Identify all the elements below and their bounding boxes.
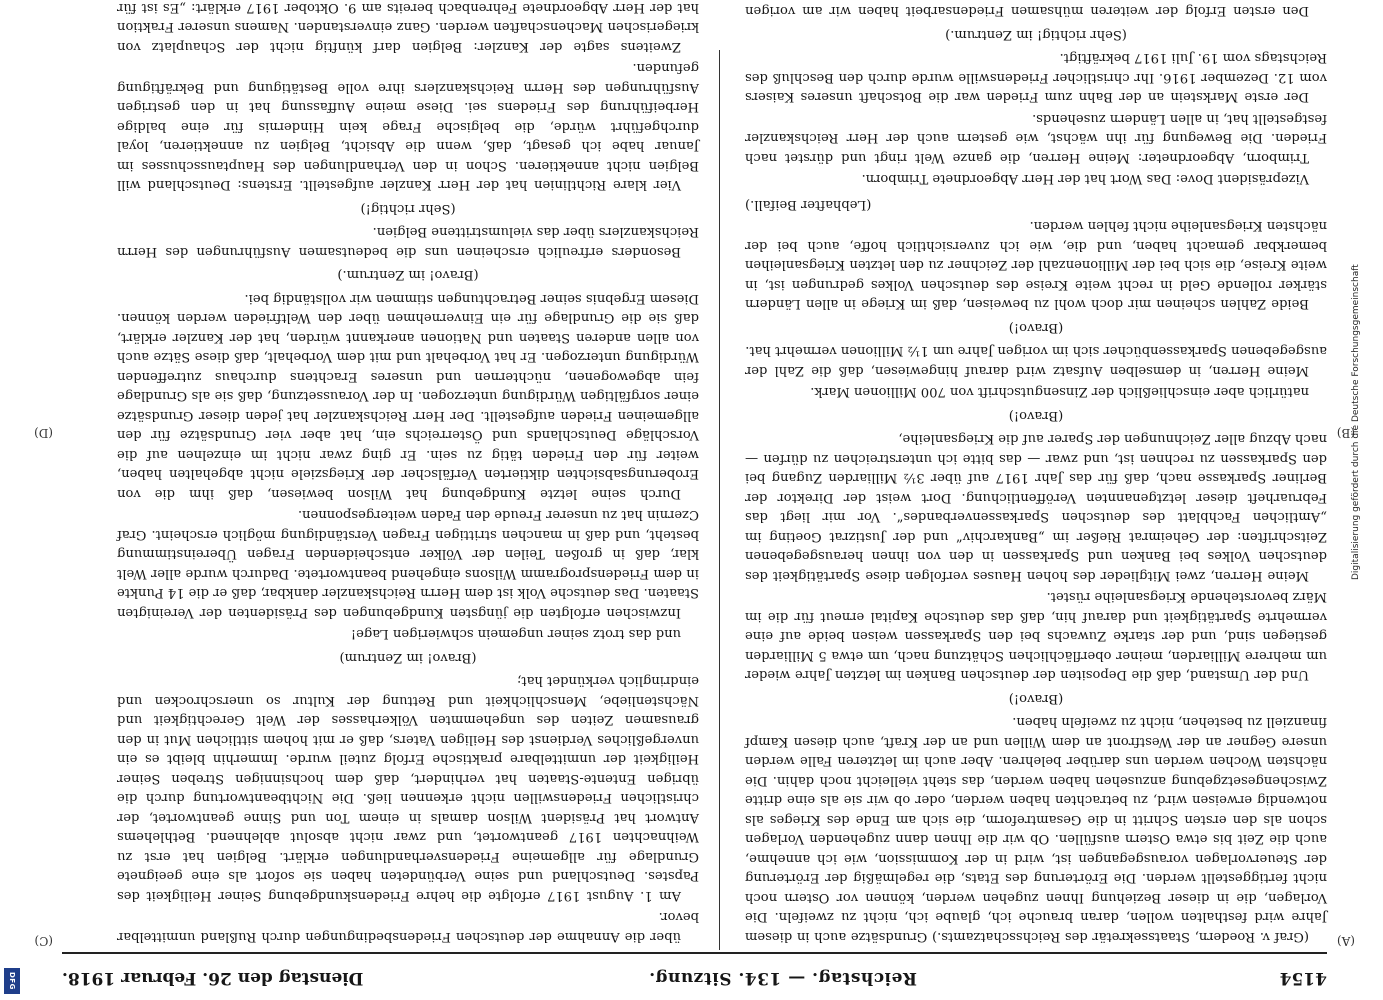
column-divider bbox=[719, 50, 720, 950]
page-number: 4154 bbox=[1279, 968, 1327, 988]
applause-note: (Bravo!) bbox=[1008, 691, 1064, 706]
paragraph: Meine Herren, in demselben Aufsatz wird darauf hingewiesen, daß die Zahl der ausgegebenen Sparkassenbücher sich im vorigen Jahre um 1½ Millionen vermehrt hat. bbox=[745, 343, 1327, 378]
header-date: Dienstag den 26. Februar 1918. bbox=[62, 968, 364, 988]
paragraph: Durch seine letzte Kundgebung hat Wilson bewiesen, daß ihm die von Eroberungsabsichten diktierten Verfälscher der Kriegsziele nicht abgehalten haben, weiter für den Frieden tätig zu sein. Er ging zwar nicht im einzelnen auf die Vorschläge Deutschlands und Österreichs ein, hat aber vier Grundsätze für den allgemeinen Frieden aufgestellt. Der Herr Reichskanzler hat jeden dieser Grundsätze einer sorgfältigen Würdigung unterzogen. In der Voraussetzung, daß sie als Grundlage fein abgewogenen, nüchternen und unseres Erachtens durchaus zutreffenden Würdigung unterzogen. Er hat Vorbehalt und mit dem Vorbehalt, daß diese Sätze auch von allen anderen Staaten und Nationen anerkannt würden, hat der Kanzler erklärt, daß sie die Grundlage für ein Einvernehmen über den Weltfrieden werden können. Diesem Ergebnis seiner Betrachtungen stimmen wir vollständig bei. bbox=[117, 291, 699, 501]
dfg-logo: DFG bbox=[4, 968, 20, 994]
paragraph: Zweitens sagte der Kanzler: Belgien darf künftig nicht der Schauplatz von kriegerischen Machenschaften werden. Ganz einverstanden. Namens unserer Fraktion hat der Herr Abgeordnete Fehrenbach bereits am 9. Oktober 1917 erklärt: „Es ist für bbox=[117, 0, 699, 54]
paragraph: (Graf v. Roedern, Staatssekretär des Reichsschatzamts.) Grundsätze auch in diesem Jahre wird festhalten wollen, daran brauche ich, glaube ich, nicht zu zweifeln. Die Vorlagen, die in dieser Beziehung Ihnen zugehen werden, können vor Ostern noch nicht fertiggestellt werden. Die Erörterung des Etats, die regelmäßig der Erörterung der Steuervorlagen vorausgegangen ist, wird in der Kommission, wie ich annehme, auch die Zeit bis etwa Ostern ausfüllen. Ob wir die Ihnen dann zugehenden Vorlagen schon als den ersten Schritt in die Gesamtreform, die sich am Ende des Krieges als notwendig erweisen wird, zu betrachten haben werden, oder ob wir sie als eine dritte Zwischengesetzgebung anzusehen haben werden, das steht vielleicht noch dahin. Die nächsten Wochen werden uns darüber belehren. Aber auch im letzteren Falle werden unsere Gegner an der Westfront an dem Willen und an der Kraft, auch diesen Kampf finanziell zu bestehen, nicht zu zweifeln haben. bbox=[745, 714, 1327, 944]
applause-note: (Bravo! im Zentrum.) bbox=[337, 267, 479, 283]
header-rule bbox=[62, 952, 1327, 954]
paragraph: über die Annahme der deutschen Friedensbedingungen durch Rußland unmittelbar bevor. bbox=[117, 909, 699, 944]
paragraph: Inzwischen erfolgten die jüngsten Kundgebungen des Präsidenten der Vereinigten Staaten. Das deutsche Volk ist dem Herrn Reichskanzler dankbar, daß er die 14 Punkte in dem Friedensprogramm Wilsons eingehend beantwortete. Dadurch wurde aller Welt klar, daß in großen Teilen der Völker entscheidenden Fragen Übereinstimmung besteht, und daß in manchen strittigen Fragen Verständigung möglich erscheint. Graf Czernin hat zu unserer Freude den Faden weitergesponnen. bbox=[117, 507, 699, 620]
marginal-letter-d: (D) bbox=[34, 426, 53, 440]
applause-note: (Sehr richtig!) bbox=[360, 201, 456, 216]
paragraph: Beide Zahlen scheinen mir doch wohl zu beweisen, daß im Kriege in allen Ländern stärker rollende Geld in recht weite Kreise des deutschen Volkes gedrungen ist, in weite Kreise, die sich bei der Millionenzahl der Zeichner zu den letzten Kriegsanleihen bemerkbar gemacht haben, und die, wie ich zuversichtlich hoffe, auch bei der nächsten Kriegsanleihe nicht fehlen werden. bbox=[745, 218, 1327, 312]
applause-note: (Bravo!) bbox=[1008, 408, 1064, 423]
applause-note: (Lebhafter Beifall.) bbox=[745, 197, 872, 212]
paragraph: Vier klare Richtlinien hat der Herr Kanzler aufgestellt. Erstens: Deutschland will Belgien nicht annektieren. Schon in den Verhandlungen des Hauptausschusses im Januar habe ich gesagt, daß, wenn die Absicht, Belgien zu annektieren, loyal durchgeführt würde, die belgische Frage kein Hindernis für eine baldige Herbeiführung des Friedens sei. Diese meine Auffassung hat in den gestrigen Ausführungen des Herrn Reichskanzlers ihre volle Bestätigung und Bekräftigung gefunden. bbox=[117, 60, 699, 193]
right-text-column bbox=[117, 0, 699, 946]
paragraph: Und der Umstand, daß die Depositen der deutschen Banken im letzten Jahre wieder um mehrere Milliarden, meiner oberflächlichen Schätzung nach, um etwa 5 Milliarden gestiegen sind, und der starke Zuwachs bei den Sparkassen weisen beide auf eine vermehrte Spartätigkeit und darauf hin, daß das deutsche Kapital erneut für die im März bevorstehende Kriegsanleihe rüstet. bbox=[745, 589, 1327, 683]
applause-note: (Bravo! im Zentrum) bbox=[339, 650, 477, 665]
digitization-credit: Digitalisierung gefördert durch die Deutsche Forschungsgemeinschaft bbox=[1351, 264, 1361, 580]
marginal-letter-a: (A) bbox=[1336, 934, 1355, 948]
paragraph: Meine Herren, zwei Mitglieder des hohen Hauses verfolgen diese Spartätigkeit des deutschen Volkes bei Banken und Sparkassen in den von ihnen herausgegebenen Zeitschriften: der Geheimrat Rießer im „Bankarchiv“ und der Justizrat Goeting im „Amtlichen Fachblatt des deutschen Sparkassenverbandes“. Vor mir liegt das Februarheft dieser letztgenannten Veröffentlichung. Dort weist der Direktor der Berliner Sparkasse nach, daß für das Jahr 1917 auf über 3½ Milliarden Zugang bei den Sparkassen zu rechnen ist, und zwar — das bitte ich unterstreichen zu dürfen — nach Abzug aller Zeichnungen der Sparer auf die Kriegsanleihe, bbox=[745, 431, 1327, 583]
paragraph: und das trotz seiner ungemein schwierigen Lage! bbox=[350, 626, 681, 642]
paragraph: Am 1. August 1917 erfolgte die hehre Friedenskundgebung Seiner Heiligkeit des Papstes. Deutschland und seine Verbündeten haben sie sofort als eine geeignete Grundlage für allgemeine Friedensverhandlungen erklärt. Belgien hat erst zu Weihnachten 1917 geantwortet, und zwar nicht absolut ablehnend. Bethlehems Antwort hat Präsident Wilson damals in einem Ton und Sinne geantwortet, der christlichen Friedenswillen nicht erkennen ließ. Die Nichtbeantwortung durch die übrigen Entente-Staaten hat verhindert, daß dem hochsinnigen Streben Seiner Heiligkeit der unmittelbare praktische Erfolg zuteil wurde. Immerhin bleibt es ein unvergeßliches Verdienst des Heiligen Vaters, daß er mit hohem sittlichen Mut in den grausamen Zeiten des ungehemmten Völkerhasses der Welt Gerechtigkeit und Nächstenliebe, Menschlichkeit und Rettung der Kultur so unerschrocken und eindringlich verkündet hat; bbox=[117, 673, 699, 903]
paragraph: Trimborn, Abgeordneter: Meine Herren, die ganze Welt ringt und dürstet nach Frieden. Die Bewegung für ihn wächst, wie gestern auch der Herr Reichskanzler festgestellt hat, in allen Ländern zusehends. bbox=[745, 111, 1327, 165]
header-title: Reichstag. — 134. Sitzung. bbox=[648, 968, 917, 988]
applause-note: (Bravo!) bbox=[1008, 320, 1064, 335]
paragraph: Den ersten Erfolg der weiteren mühsamen Friedensarbeit haben wir am vorigen bbox=[745, 3, 1309, 19]
marginal-letter-c: (C) bbox=[34, 934, 53, 948]
speaker-announcement: Vizepräsident Dove: Das Wort hat der Herr Abgeordnete Trimborn. bbox=[861, 171, 1309, 187]
paragraph: natürlich aber einschließlich der Zinsengutschrift von 700 Millionen Mark. bbox=[810, 384, 1309, 400]
page-header bbox=[62, 960, 1327, 988]
paragraph: Der erste Markstein an der Bahn zum Frieden war die Botschaft unseres Kaisers vom 12. Dezember 1916. Ihr christlicher Friedenswille wurde durch den Beschluß des Reichstags vom 19. Juli 1917 bekräftigt. bbox=[745, 50, 1327, 105]
left-text-column bbox=[745, 3, 1327, 946]
marginal-letter-b: (B) bbox=[1336, 426, 1355, 440]
paragraph: Besonders erfreulich erscheinen uns die bedeutsamen Ausführungen des Herrn Reichskanzlers über das vielumstrittene Belgien. bbox=[117, 224, 699, 259]
applause-note: (Sehr richtig! im Zentrum.) bbox=[945, 27, 1127, 42]
